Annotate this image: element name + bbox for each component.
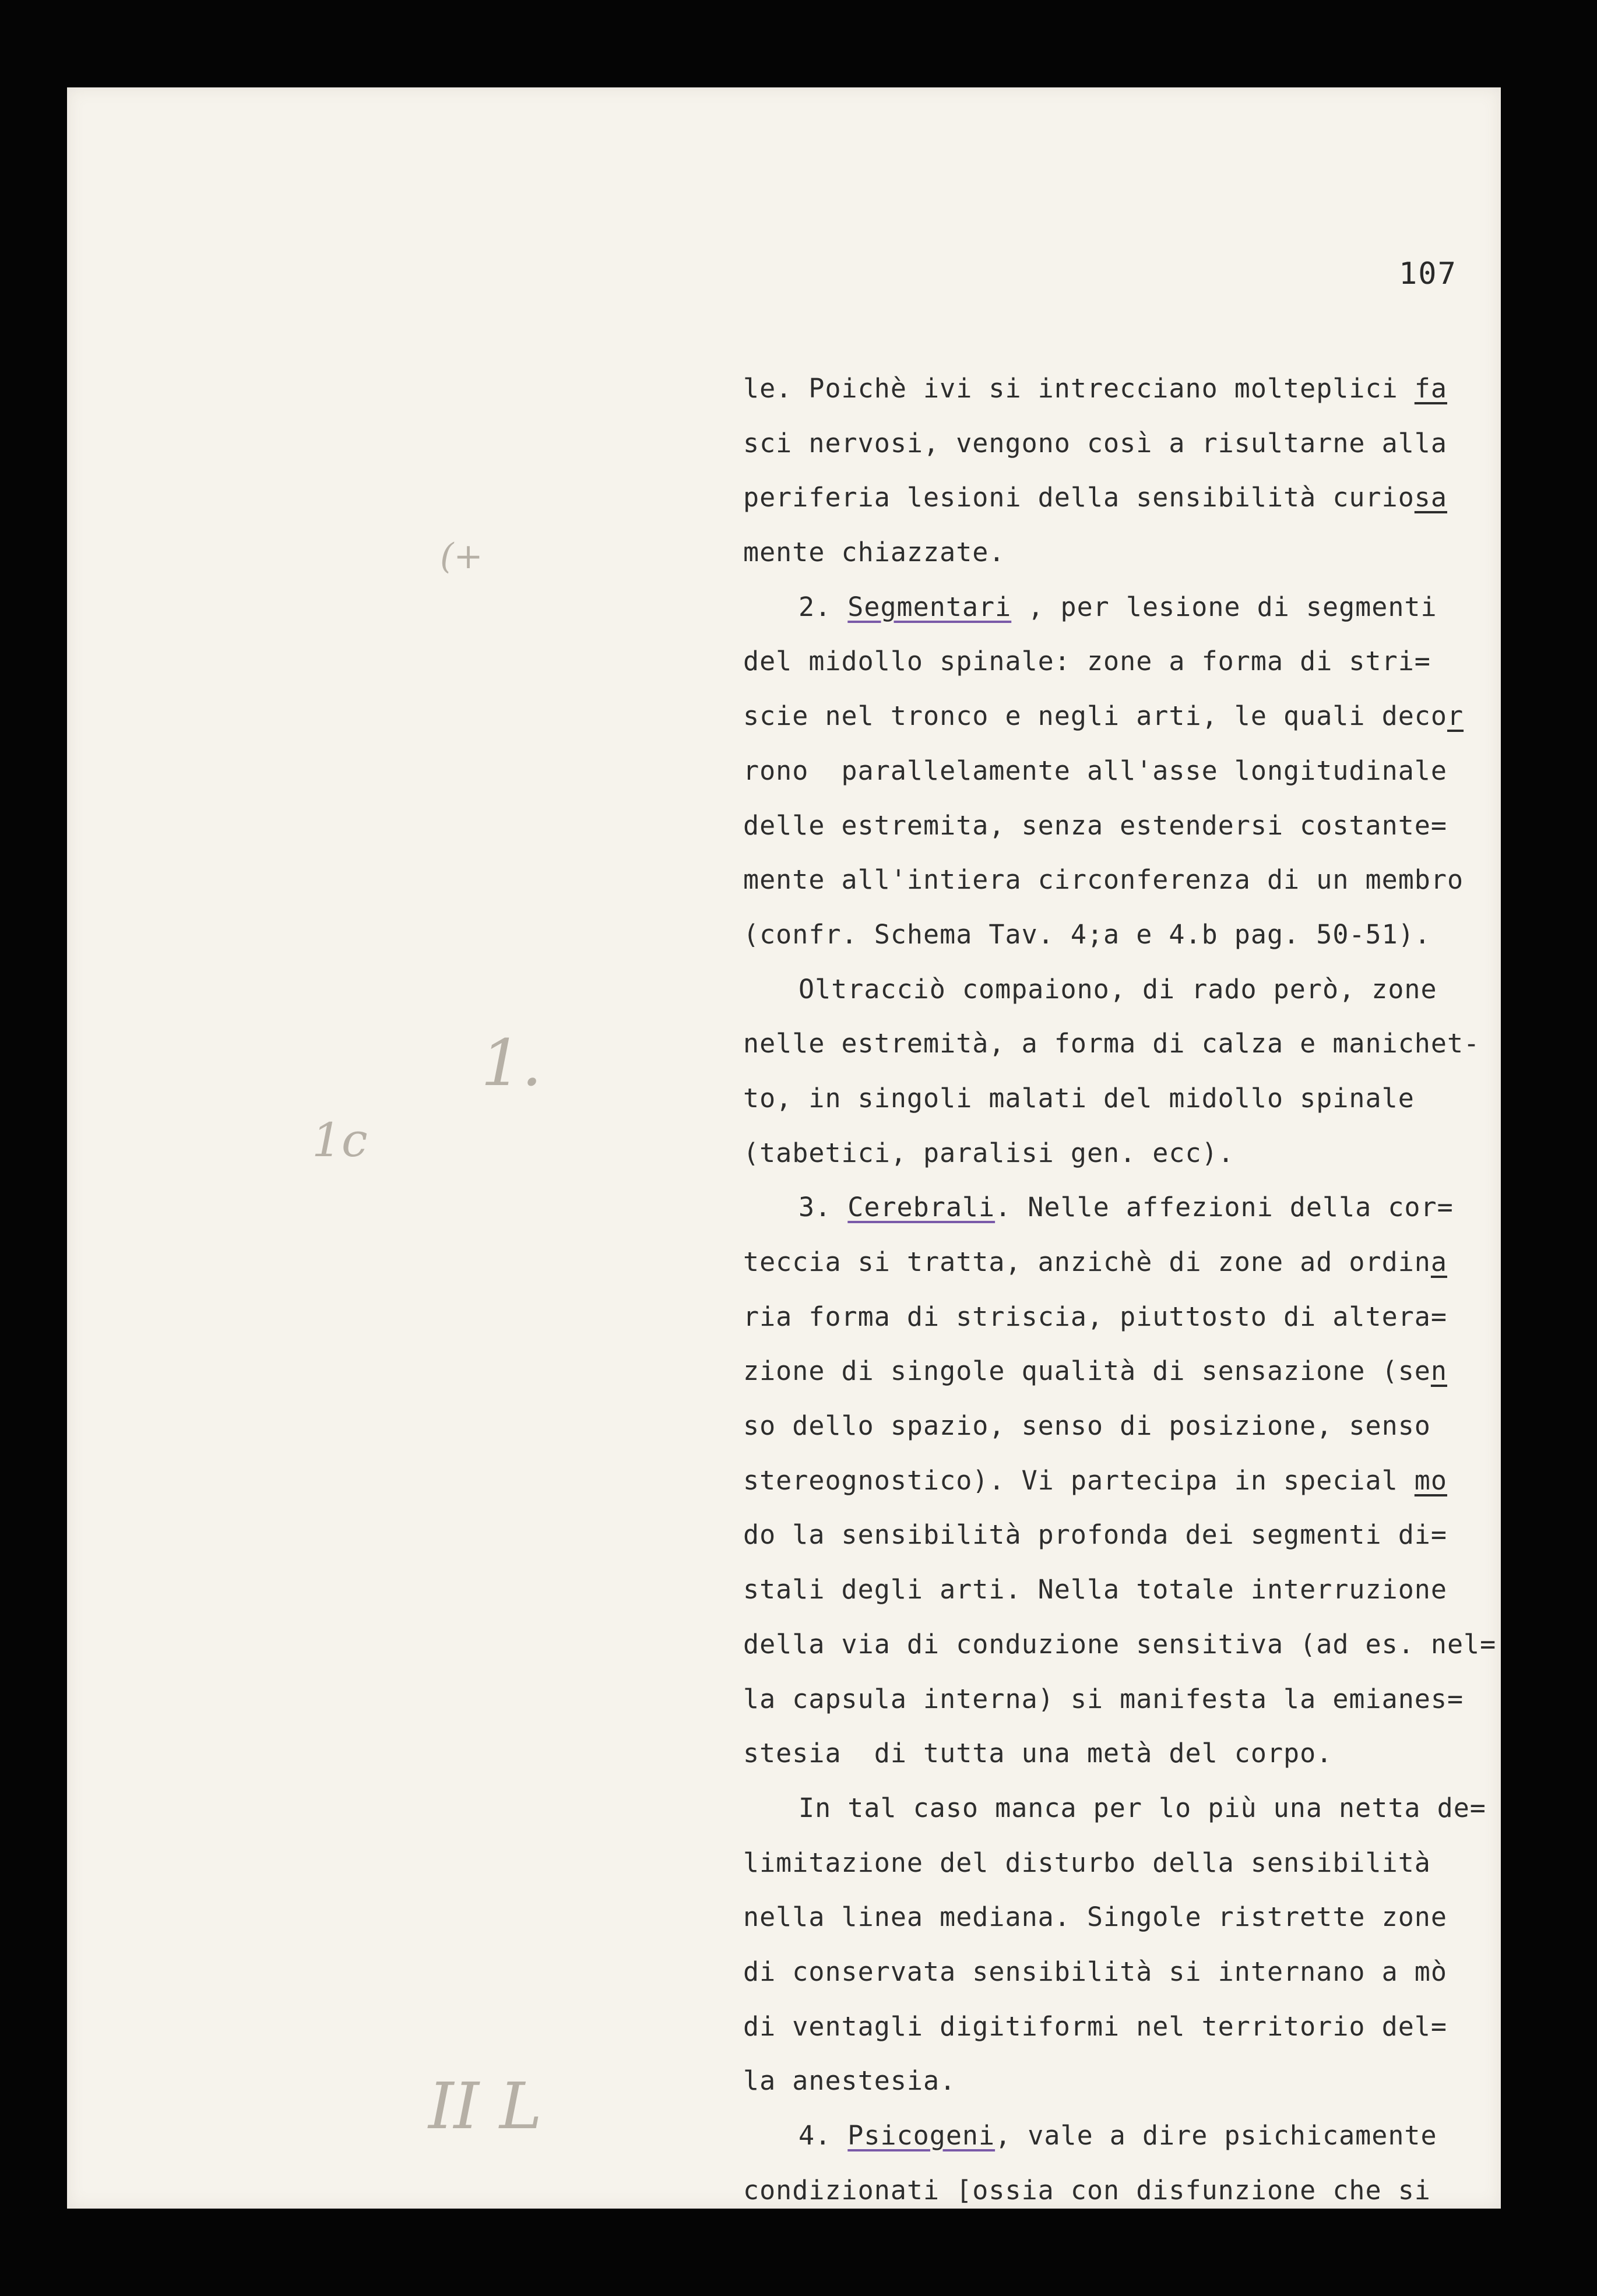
pencil-note-3: 1c xyxy=(312,1113,368,1167)
text-line: to, in singoli malati del midollo spinale xyxy=(743,1082,1415,1114)
manuscript-page xyxy=(67,87,1501,2209)
text-line: nelle estremità, a forma di calza e manichet- xyxy=(743,1028,1480,1059)
section-heading: Cerebrali xyxy=(847,1192,996,1223)
section-heading-line: 2. Segmentari , per lesione di segmenti xyxy=(798,591,1437,622)
pencil-note-2: 1. xyxy=(481,1026,542,1100)
text-line: do la sensibilità profonda dei segmenti di= xyxy=(743,1519,1447,1551)
page-number: 107 xyxy=(1399,256,1457,291)
text-line: stali degli arti. Nella totale interruzione xyxy=(743,1574,1447,1605)
text-line: delle estremita, senza estendersi costante= xyxy=(743,809,1447,841)
text-line: di conservata sensibilità si internano a mò xyxy=(743,1956,1447,1987)
text-line: stesia di tutta una metà del corpo. xyxy=(743,1738,1333,1769)
section-heading-line: 3. Cerebrali. Nelle affezioni della cor= xyxy=(798,1192,1454,1223)
section-heading: Psicogeni xyxy=(847,2120,996,2151)
text-line: della via di conduzione sensitiva (ad es. nel= xyxy=(743,1628,1497,1660)
text-line: la capsula interna) si manifesta la emianes= xyxy=(743,1683,1464,1714)
pencil-note-4: II L xyxy=(428,2069,542,2143)
text-line: ria forma di striscia, piuttosto di altera= xyxy=(743,1301,1447,1332)
text-line: In tal caso manca per lo più una netta de= xyxy=(798,1792,1486,1823)
section-heading-line: 4. Psicogeni, vale a dire psichicamente xyxy=(798,2120,1437,2151)
section-heading: Segmentari xyxy=(847,591,1012,622)
text-line: (tabetici, paralisi gen. ecc). xyxy=(743,1137,1234,1168)
text-line: mente chiazzate. xyxy=(743,537,1005,568)
text-line: di ventagli digitiformi nel territorio del= xyxy=(743,2010,1447,2042)
text-line: le. Poichè ivi si intrecciano molteplici fa xyxy=(743,373,1447,404)
text-line: condizionati [ossia con disfunzione che si xyxy=(743,2174,1431,2206)
text-line: sci nervosi, vengono così a risultarne alla xyxy=(743,427,1447,459)
text-line: zione di singole qualità di sensazione (sen xyxy=(743,1355,1447,1387)
text-line: so dello spazio, senso di posizione, senso xyxy=(743,1410,1431,1442)
text-line: del midollo spinale: zone a forma di stri= xyxy=(743,646,1431,677)
text-line: limitazione del disturbo della sensibilità xyxy=(743,1847,1431,1878)
text-line: nella linea mediana. Singole ristrette zone xyxy=(743,1901,1447,1933)
text-line: stereognostico). Vi partecipa in special mo xyxy=(743,1464,1447,1496)
text-line: scie nel tronco e negli arti, le quali decor xyxy=(743,700,1464,732)
typed-body-text xyxy=(743,361,1559,2217)
text-line: la anestesia. xyxy=(743,2065,956,2097)
text-line: teccia si tratta, anzichè di zone ad ordina xyxy=(743,1246,1447,1277)
text-line: Oltracciò compaiono, di rado però, zone xyxy=(798,973,1437,1005)
text-line: (confr. Schema Tav. 4;a e 4.b pag. 50-51). xyxy=(743,918,1431,950)
text-line: rono parallelamente all'asse longitudinale xyxy=(743,755,1447,786)
text-line: periferia lesioni della sensibilità curiosa xyxy=(743,482,1447,513)
pencil-note-1: (+ xyxy=(440,536,483,577)
text-line: mente all'intiera circonferenza di un membro xyxy=(743,864,1464,896)
